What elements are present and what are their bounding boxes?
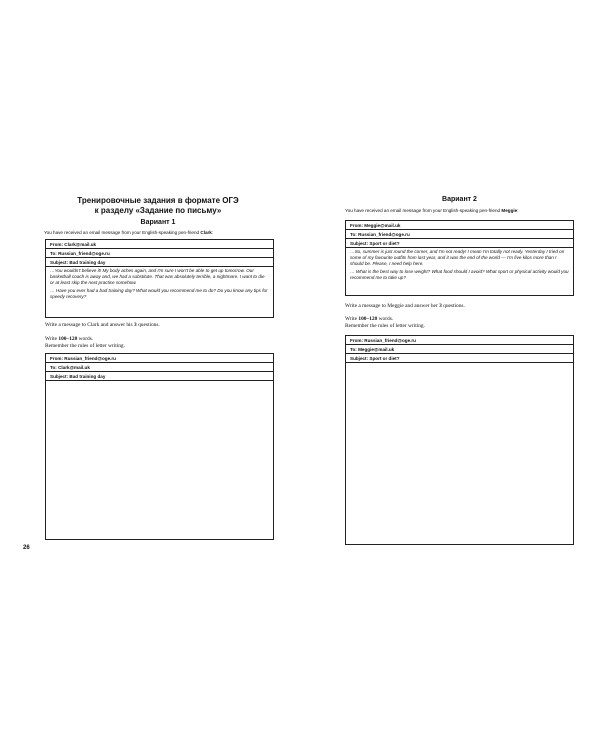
words-text-end: words.: [77, 336, 94, 342]
task-text: Write a message to Clark and answer his: [45, 322, 135, 328]
email-intro: [345, 208, 518, 214]
answer-subject: Subject: Bad training day: [46, 372, 273, 381]
intro-name: Clark: [200, 230, 212, 235]
rules-text: Remember the rules of letter writing.: [345, 323, 425, 329]
right-page: [300, 0, 600, 750]
received-email: [345, 220, 574, 296]
email-intro: [44, 230, 213, 236]
answer-form: [345, 335, 574, 545]
intro-text: You have received an email message from your English-speaking pen-friend: [345, 208, 502, 213]
answer-to: To: Clark@mail.uk: [46, 363, 273, 372]
task-text-end: questions.: [136, 322, 160, 328]
task-text: Write a message to Meggie and answer her: [345, 303, 440, 309]
email-subject: Subject: Sport or diet?: [346, 239, 573, 248]
answer-form: [45, 353, 274, 540]
email-from: From: Clark@mail.uk: [46, 240, 273, 249]
page-title: [40, 196, 276, 216]
word-count-instruction: [345, 316, 425, 330]
words-text: Write: [345, 316, 359, 322]
email-to: To: Russian_friend@oge.ru: [346, 230, 573, 239]
answer-writing-area[interactable]: [46, 381, 273, 539]
email-paragraph: …You wouldn't believe it! My body aches again, and I'm sure I won't be able to get up tomorrow. Our basketball coach is away and, we had a substitute. That was absolutely terrible, a nightmare. I want to die or at least skip the next practice somehow.: [50, 268, 265, 285]
title-line-1: Тренировочные задания в формате ОГЭ: [77, 196, 239, 205]
words-text-end: words.: [377, 316, 394, 322]
email-from: From: Meggie@mail.uk: [346, 221, 573, 230]
task-text-end: questions.: [441, 303, 465, 309]
email-paragraph: …So, summer is just round the corner, and I'm not ready! I mean I'm totally not ready. Yesterday I tried on some of my favourite outfits from last year, and it was the end of the world — I'm five kilos more than I should be. Please, I need help here.: [350, 249, 565, 266]
email-subject: Subject: Bad training day: [46, 258, 273, 267]
title-line-2: к разделу «Задание по письму»: [94, 206, 222, 215]
words-range: 100–120: [58, 336, 78, 342]
email-body: [346, 248, 573, 285]
variant-heading: Вариант 2: [442, 196, 477, 203]
words-range: 100–120: [358, 316, 378, 322]
intro-colon: :: [211, 230, 214, 235]
answer-writing-area[interactable]: [346, 363, 573, 544]
intro-colon: :: [517, 208, 519, 213]
answer-subject: Subject: Sport or diet?: [346, 354, 573, 363]
email-body: [46, 267, 273, 304]
task-instruction: [345, 303, 465, 310]
task-instruction: [45, 322, 160, 329]
answer-to: To: Meggie@mail.uk: [346, 345, 573, 354]
received-email: [45, 239, 274, 318]
intro-name: Meggie: [501, 208, 518, 213]
email-questions: … Have you ever had a bad training day? What would you recommend me to do? Do you know any tips for speedy recovery?: [50, 288, 268, 299]
intro-text: You have received an email message from your English-speaking pen-friend: [44, 230, 201, 235]
task-number: 3: [134, 322, 137, 328]
task-number: 3: [439, 303, 442, 309]
variant-heading: Вариант 1: [140, 219, 176, 226]
rules-text: Remember the rules of letter writing.: [45, 343, 125, 349]
answer-from: From: Russian_friend@oge.ru: [346, 336, 573, 345]
words-text: Write: [45, 336, 59, 342]
email-to: To: Russian_friend@oge.ru: [46, 249, 273, 258]
page-number: 26: [23, 545, 30, 551]
email-questions: … What is the best way to lose weight? What food should I avoid? What sport or physical activity would you recommend me to take up?: [350, 269, 569, 280]
answer-from: From: Russian_friend@oge.ru: [46, 354, 273, 363]
word-count-instruction: [45, 336, 125, 350]
